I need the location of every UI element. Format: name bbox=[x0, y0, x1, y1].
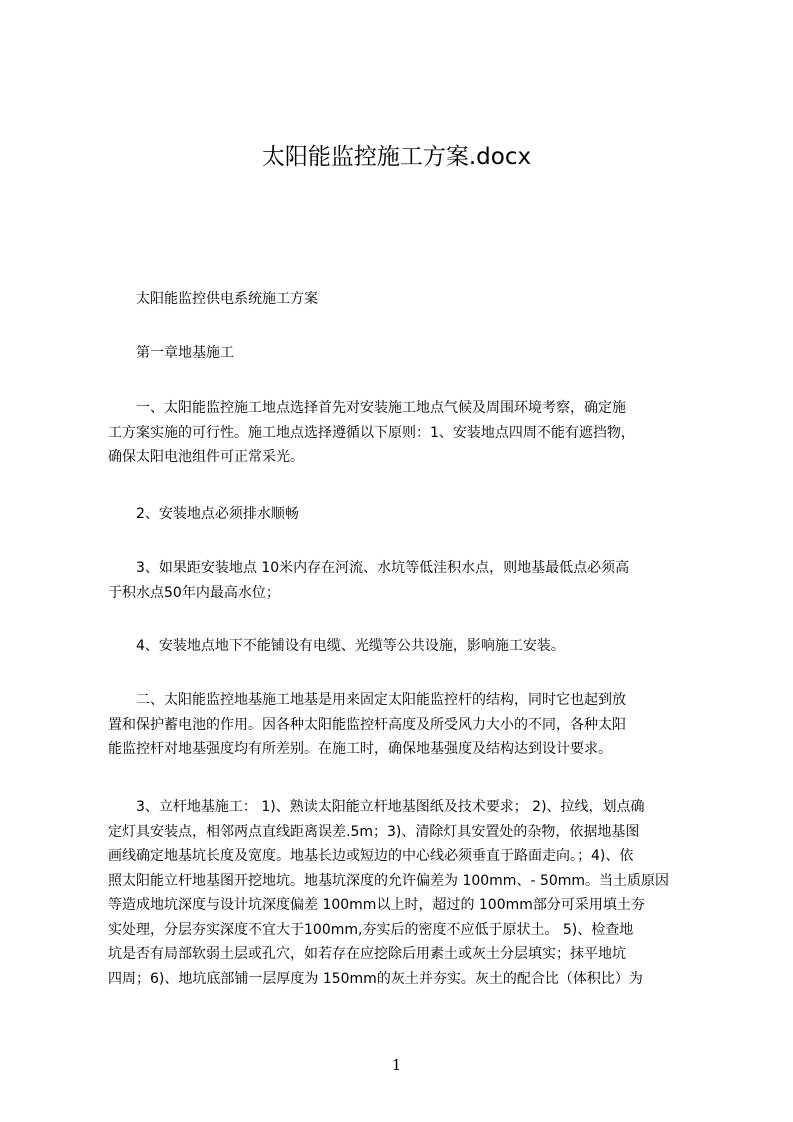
text-line: 第一章地基施工 bbox=[108, 345, 234, 361]
text-line: 太阳能监控供电系统施工方案 bbox=[108, 291, 318, 307]
paragraph-site-selection bbox=[108, 396, 708, 470]
text-line: 一、太阳能监控施工地点选择首先对安装施工地点气候及周围环境考察，确定施 bbox=[108, 400, 626, 416]
text-line: 于积水点50年内最高水位； bbox=[108, 584, 280, 601]
paragraph-underground-facilities bbox=[108, 634, 708, 659]
text-line: 3、如果距安装地点 10米内存在河流、水坑等低洼积水点，则地基最低点必须高 bbox=[108, 560, 630, 576]
page-number: 1 bbox=[391, 1056, 402, 1074]
document-title: 太阳能监控施工方案.docx bbox=[261, 144, 532, 170]
text-line: 四周；6)、地坑底部铺一层厚度为 150mm的灰土并夯实。灰土的配合比（体积比）为 bbox=[108, 970, 643, 987]
paragraph-drainage bbox=[108, 502, 708, 527]
text-line: 确保太阳电池组件可正常采光。 bbox=[108, 449, 304, 465]
paragraph-foundation-construction bbox=[108, 688, 708, 762]
text-line: 定灯具安装点，相邻两点直线距离误差.5m；3)、清除灯具安置处的杂物，依据地基图 bbox=[108, 823, 640, 840]
paragraph-pole-foundation bbox=[108, 795, 708, 991]
text-line: 工方案实施的可行性。施工地点选择遵循以下原则：1、安装地点四周不能有遮挡物， bbox=[108, 424, 635, 441]
paragraph-heading-plan bbox=[108, 287, 708, 312]
text-line: 3、立杆地基施工： 1)、熟读太阳能立杆地基图纸及技术要求； 2)、拉线，划点确 bbox=[108, 799, 645, 815]
text-line: 等造成地坑深度与设计坑深度偏差 100mm以上时，超过的 100mm部分可采用填土夯 bbox=[108, 897, 645, 913]
text-line: 置和保护蓄电池的作用。因各种太阳能监控杆高度及所受风力大小的不同，各种太阳 bbox=[108, 716, 626, 733]
paragraph-chapter-heading bbox=[108, 341, 708, 366]
text-line: 画线确定地基坑长度及宽度。地基长边或短边的中心线必须垂直于路面走向。；4)、依 bbox=[108, 848, 634, 864]
text-line: 4、安装地点地下不能铺设有电缆、光缆等公共设施，影响施工安装。 bbox=[108, 638, 565, 654]
text-line: 能监控杆对地基强度均有所差别。在施工时，确保地基强度及结构达到设计要求。 bbox=[108, 741, 612, 757]
text-line: 二、太阳能监控地基施工地基是用来固定太阳能监控杆的结构，同时它也起到放 bbox=[108, 692, 626, 708]
text-line: 2、安装地点必须排水顺畅 bbox=[108, 506, 299, 522]
text-line: 照太阳能立杆地基图开挖地坑。地基坑深度的允许偏差为 100mm、- 50mm。当土质原因 bbox=[108, 872, 670, 889]
text-line: 实处理，分层夯实深度不宜大于100mm,夯实后的密度不应低于原状土。 5)、检查地 bbox=[108, 921, 634, 938]
paragraph-water-level bbox=[108, 556, 708, 605]
text-line: 坑是否有局部软弱土层或孔穴，如若存在应挖除后用素土或灰土分层填实；抹平地坑 bbox=[108, 946, 626, 962]
